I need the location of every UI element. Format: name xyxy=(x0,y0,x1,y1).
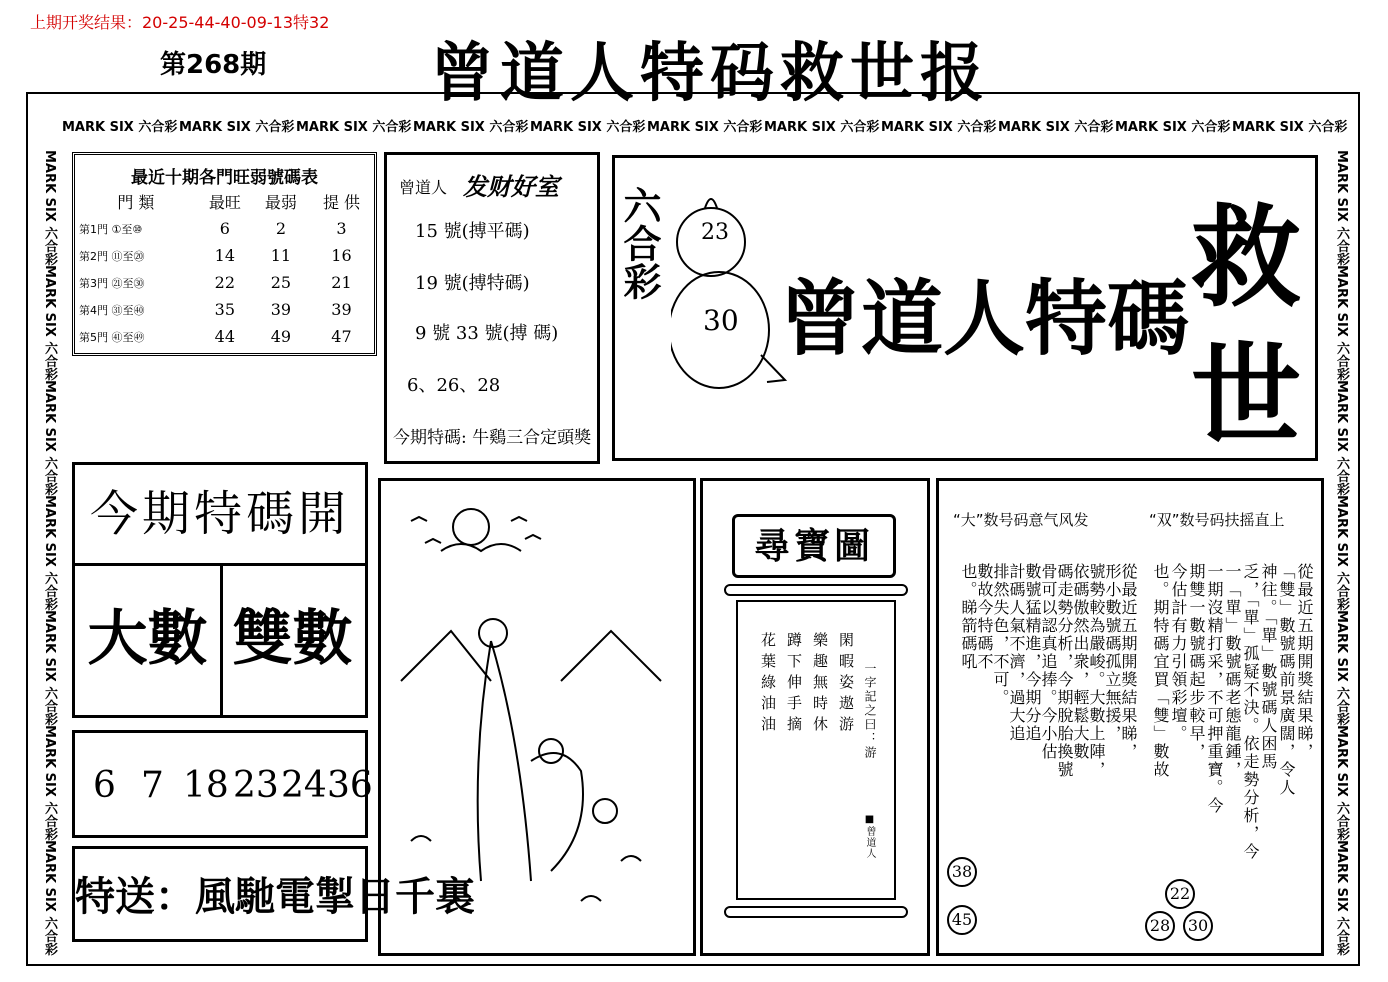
main-banner xyxy=(612,155,1318,461)
brand-mark: MARK SIX 六合彩 xyxy=(42,840,57,956)
number-box xyxy=(72,730,373,838)
table-row xyxy=(75,269,374,296)
article-column: 數號猛精進，今期分追 xyxy=(1023,563,1042,743)
special-send-box: 特送：風馳電掣日千裏 xyxy=(72,846,368,942)
brand-mark: MARK SIX 六合彩 xyxy=(1334,150,1349,266)
table-row xyxy=(75,242,374,269)
poem-line: 蹲下伸手摘 xyxy=(785,632,803,737)
brand-mark: MARK SIX 六合彩 xyxy=(1334,495,1349,611)
brand-mark: MARK SIX 六合彩 xyxy=(881,120,997,135)
last-result: 上期开奖结果：20-25-44-40-09-13特32 xyxy=(30,13,330,32)
tip-line-3: 9 號 33 號(搏 碼) xyxy=(415,323,559,344)
poem-line: 花葉綠油油 xyxy=(759,632,777,737)
brand-mark: MARK SIX 六合彩 xyxy=(42,265,57,381)
brand-mark: MARK SIX 六合彩 xyxy=(1232,120,1348,135)
number-item: 7 xyxy=(141,765,164,806)
brand-mark: MARK SIX 六合彩 xyxy=(764,120,880,135)
poem-note: 一字記之曰：游 xyxy=(863,662,877,760)
scroll-bottom-rod xyxy=(724,906,908,918)
brand-mark: MARK SIX 六合彩 xyxy=(413,120,529,135)
article-box xyxy=(936,478,1324,956)
tip-lead: 曾道人 xyxy=(399,178,448,197)
article-column: 依碼傲然出衆，輕鬆大數 xyxy=(1071,563,1090,761)
gate-cell-offer: 21 xyxy=(331,273,352,292)
banner-side-text: 六合彩 xyxy=(617,186,662,300)
article-column: 從最近五期開獎結果睇， xyxy=(1119,563,1138,761)
special-code-left: 大數 xyxy=(75,563,223,715)
banner-big-text-3: 世 xyxy=(1191,331,1301,460)
scroll-top-rod xyxy=(724,584,908,596)
circle-number: 30 xyxy=(1183,911,1213,941)
number-item: 24 xyxy=(281,765,327,806)
gate-cell-gate: 第4門 ㉛至㊵ xyxy=(79,303,145,317)
brand-mark: MARK SIX 六合彩 xyxy=(296,120,412,135)
article-heading-left: “大”数号码意气风发 xyxy=(953,511,1089,529)
gate-cell-offer: 16 xyxy=(331,246,352,265)
brand-mark: MARK SIX 六合彩 xyxy=(42,380,57,496)
article-column: 今估計有力引領彩壇。 xyxy=(1169,563,1188,743)
brand-mark: MARK SIX 六合彩 xyxy=(998,120,1114,135)
gate-table xyxy=(72,152,377,356)
brand-mark: MARK SIX 六合彩 xyxy=(1334,610,1349,726)
brand-mark: MARK SIX 六合彩 xyxy=(42,610,57,726)
article-column: 期雙一數號碼起步較早， xyxy=(1187,563,1206,761)
gate-table-header: 提 供 xyxy=(322,193,361,212)
number-item: 36 xyxy=(327,765,373,806)
brand-mark: MARK SIX 六合彩 xyxy=(179,120,295,135)
article-column: 從最近五期開獎結果睇， xyxy=(1295,563,1314,761)
gate-cell-gate: 第2門 ⑪至⑳ xyxy=(79,249,145,263)
treasure-title: 尋寶圖 xyxy=(732,514,896,578)
tip-box xyxy=(384,152,600,464)
article-column: 骨可以認真追捧。今小估 xyxy=(1039,563,1058,761)
number-item: 6 xyxy=(93,765,116,806)
brand-mark: MARK SIX 六合彩 xyxy=(530,120,646,135)
gate-cell-min: 11 xyxy=(270,246,292,265)
brand-mark: MARK SIX 六合彩 xyxy=(42,725,57,841)
gate-cell-offer: 3 xyxy=(336,219,347,238)
brand-mark: MARK SIX 六合彩 xyxy=(1334,725,1349,841)
gate-table-header: 最旺 xyxy=(208,193,241,212)
gate-cell-max: 22 xyxy=(214,273,235,292)
gate-table-header: 最弱 xyxy=(264,193,297,212)
brand-mark: MARK SIX 六合彩 xyxy=(1334,840,1349,956)
tip-line-5: 今期特碼: 牛鷄三合定頭獎 xyxy=(393,428,592,448)
banner-big-text-2: 救 xyxy=(1191,193,1301,322)
gate-cell-offer: 39 xyxy=(331,300,352,319)
gate-cell-min: 2 xyxy=(275,219,287,238)
article-column: 號勢較為嚴峻。大數上陣， xyxy=(1087,563,1106,779)
gate-cell-min: 49 xyxy=(270,327,292,346)
gate-cell-gate: 第1門 ①至⑩ xyxy=(79,222,143,236)
article-column: 也。睇箭碼吼 xyxy=(959,563,978,671)
gate-table-title: 最近十期各門旺弱號碼表 xyxy=(131,168,318,188)
gourd-icon xyxy=(671,180,791,410)
brand-mark: MARK SIX 六合彩 xyxy=(1334,265,1349,381)
gate-table-grid xyxy=(75,188,374,350)
article-column: 形小數號碼孤立無援， xyxy=(1103,563,1122,743)
gate-table-header: 門 類 xyxy=(117,193,155,212)
article-column: 數故今特碼不 xyxy=(975,563,994,671)
brand-mark: MARK SIX 六合彩 xyxy=(62,120,178,135)
article-column: 神往。「單」數號碼人困馬 xyxy=(1259,563,1278,771)
article-column: 計碼人氣不濟，過大追 xyxy=(1007,563,1026,743)
circle-number: 28 xyxy=(1145,911,1175,941)
brand-mark: MARK SIX 六合彩 xyxy=(42,150,57,266)
article-heading-right: “双”数号码扶摇直上 xyxy=(1149,511,1285,529)
number-item: 23 xyxy=(233,765,279,806)
circle-number: 45 xyxy=(947,905,977,935)
poem-line: 閑暇姿遨游 xyxy=(837,632,855,737)
table-row xyxy=(75,296,374,323)
treasure-scroll xyxy=(736,600,896,900)
brand-mark: MARK SIX 六合彩 xyxy=(1334,380,1349,496)
article-column: 一期沒精打采，不可押重寶。今 xyxy=(1205,563,1224,815)
number-item: 18 xyxy=(183,765,229,806)
brand-mark: MARK SIX 六合彩 xyxy=(647,120,763,135)
special-code-right: 雙數 xyxy=(232,604,353,674)
special-code-box xyxy=(72,462,368,718)
tip-line-4: 6、26、28 xyxy=(407,375,501,396)
illustration-box xyxy=(378,478,696,956)
gate-cell-min: 25 xyxy=(270,273,292,292)
article-column: 也。期特碼宜買「雙」數故 xyxy=(1151,563,1170,779)
gate-cell-gate: 第3門 ㉑至㉚ xyxy=(79,276,145,290)
gate-cell-offer: 47 xyxy=(331,327,352,346)
article-column: 「雙」數號碼前景廣闊，令人 xyxy=(1277,563,1296,797)
circle-number: 38 xyxy=(947,857,977,887)
gate-cell-max: 35 xyxy=(214,300,235,319)
table-row xyxy=(75,323,374,350)
brand-mark: MARK SIX 六合彩 xyxy=(42,495,57,611)
table-row xyxy=(75,215,374,242)
illustration-drawing xyxy=(381,481,693,953)
brand-mark: MARK SIX 六合彩 xyxy=(1115,120,1231,135)
issue-number: 第268期 xyxy=(160,50,267,80)
article-column: 碼走勢分析，今期脫胎換號 xyxy=(1055,563,1074,779)
banner-big-text: 曾道人特碼 xyxy=(779,271,1190,367)
article-column: 排然失色，不可。 xyxy=(991,563,1010,707)
gate-cell-max: 6 xyxy=(219,219,230,238)
banner-number-2: 30 xyxy=(703,304,739,337)
gate-cell-max: 14 xyxy=(214,246,235,265)
tip-line-2: 19 號(搏特碼) xyxy=(415,273,530,294)
circle-number: 22 xyxy=(1165,879,1195,909)
gate-cell-min: 39 xyxy=(270,300,292,319)
article-column: 一「單」數號碼老態龍鍾， xyxy=(1223,563,1242,779)
poem-sign: ■曾道人 xyxy=(864,814,875,859)
gate-cell-max: 44 xyxy=(214,327,235,346)
tip-line-1: 15 號(搏平碼) xyxy=(415,221,530,242)
special-code-title: 今期特碼開 xyxy=(75,465,365,566)
gate-cell-gate: 第5門 ㊶至㊾ xyxy=(79,330,145,344)
article-column: 乏，「單」孤疑不決。依走勢分析，今 xyxy=(1241,563,1260,861)
masthead-title: 曾道人特码救世报 xyxy=(430,36,990,111)
banner-number-1: 23 xyxy=(701,220,729,245)
tip-handwriting: 发财好室 xyxy=(463,172,559,201)
poem-line: 樂趣無時休 xyxy=(811,632,829,737)
